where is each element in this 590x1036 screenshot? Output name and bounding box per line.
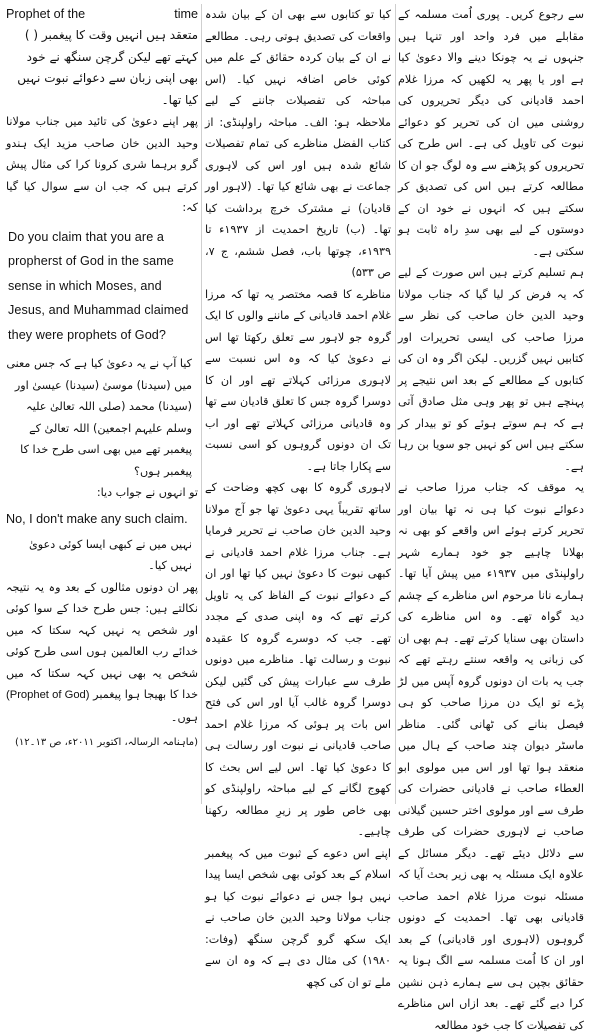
urdu-reply: نہیں میں نے کبھی ایسا کوئی دعویٰ نہیں کیا۔ [29,537,192,572]
paragraph: پھر اپنے دعویٰ کی تائید میں جناب مولانا وحید الدین خان صاحب مزید ایک ہندو گرو برہما شری کرونا کرا کی مثال پیش کرتے ہیں کہ جب ان سے سوال کیا گیا کہ: [6,115,198,214]
english-phrase: time [174,7,198,21]
right-column [398,4,584,1036]
english-phrase: (Prophet of God) [6,689,90,701]
paragraph: متعقد ہیں انہیں وقت کا پیغمبر ( ) کہتے تھے لیکن گرچن سنگھ نے خود بھی اپنی زبان سے دعوائے نبوت نہیں کیا تھا۔ [17,28,198,107]
english-quote: Do you claim that you are a propherst of God in the same sense in which Moses, and Jesus, and Muhammad claimed they were prophets of God? [8,229,189,342]
english-phrase: Prophet of the [6,7,86,21]
source-credit: (ماہنامہ الرسالہ، اکتوبر ۲۰۱۱ء، ص ۱۳۔۱۲) [14,737,198,748]
column-divider [201,4,202,804]
column-divider [395,4,396,804]
paragraph [6,577,198,729]
paragraph: اپنے اس دعوے کے ثبوت میں کہ پیغمبر اسلام کے بعد کوئی بھی شخص ایسا پیدا نہیں ہوا جس نے دعوائے نبوت کیا ہو جناب مولانا وحید الدین خان صاحب نے ایک سکھ گرو گرچن سنگھ (وفات: ۱۹۸۰) کی مثال دی ہے کہ وہ ان سے ملے تو ان کی کچھ [205,846,391,989]
urdu-quote: کیا آپ نے یہ دعویٰ کیا ہے کہ جس معنی میں (سیدنا) موسیٰ (سیدنا) عیسیٰ اور (سیدنا) محمد (صلی اللہ تعالیٰ علیہ وسلم علیہم اجمعین) اللہ تعالیٰ کے پیغمبر تھے میں بھی اسی طرح خدا کا پیغمبر ہوں؟ [6,357,192,478]
paragraph: تو انہوں نے جواب دیا: [96,486,198,499]
middle-column [205,4,391,993]
paragraph: لاہوری گروہ کا بھی کچھ وضاحت کے ساتھ تقریباً یہی دعویٰ تھا جو آج مولانا وحید الدین خان صاحب نے تحریر فرمایا ہے۔ جناب مرزا غلام احمد قادیانی نے کبھی نبوت کا دعویٰ نہیں کیا تھا اور ان کے دعوائے نبوت کے الفاظ کی یہ تاویل کرتے تھے کہ وہ اپنی صدی کے مجدد تھے۔ جب کہ دوسرے گروہ کا عقیدہ نبوت و رسالت تھا۔ مناظرے میں دونوں طرف سے عبارات پیش کی گئیں لیکن دوسرا گروہ غالب آیا اور اس کی فتح اس بات پر ہوئی کہ مرزا غلام احمد صاحب قادیانی نے نبوت اور رسالت ہی کا دعویٰ کیا تھا۔ اس لیے اس بحث کا کھوج لگانے کے لیے مباحثہ راولپنڈی کو بھی خاص طور پر زیرِ مطالعہ رکھنا چاہیے۔ [205,481,391,838]
conclusion-text: پھر ان دونوں مثالوں کے بعد وہ یہ نتیجہ نکالتے ہیں: جس طرح خدا کے سوا کوئی اور شخص یہ نہیں کہہ سکتا کہ میں خدائے رب العالمین ہوں اسی طرح کوئی شخص یہ بھی نہیں کہہ سکتا کہ میں خدا کا بھیجا ہوا پیغمبر [6,580,199,701]
paragraph: یہ موقف کہ جناب مرزا صاحب نے دعوائے نبوت کیا ہی نہ تھا بیان اور تحریر کرتے ہوئے اس واقعے کو بھی نہ بھلانا چاہیے جو خود ہمارے شہر راولپنڈی میں ۱۹۳۷ء میں پیش آیا تھا۔ ہمارے نانا مرحوم اس مناظرے کے چشم دید گواہ تھے۔ وہ اس مناظرے کی داستان بھی سنایا کرتے تھے۔ ہم بھی ان کی زبانی یہ واقعہ سنتے رہتے تھے کہ جب یہ بات ان دونوں گروہ آپس میں لڑ پڑے تو ایک دن مرزا صاحب کو ہی فیصل بنانے کی ٹھانی گئی۔ مناظر ماسٹر دیوان چند صاحب کے ہال میں منعقد ہوا تھا اور اس میں مولوی ابو العطاء صاحب نے قادیانی حضرات کی طرف سے اور مولوی اختر حسین گیلانی صاحب نے لاہوری حضرات کی طرف سے دلائل دیئے تھے۔ دیگر مسائل کے علاوہ ایک مسئلہ یہ بھی زیر بحث آیا کہ مسئلہ نبوت مرزا غلام احمد صاحب قادیانی بھی تھا۔ احمدیت کے دونوں گروہوں (لاہوری اور قادیانی) کے بعد اور ان کا اُمت مسلمہ سے الگ ہونا یہ حقائق بچپن ہی سے ہمارے ذہن نشین کرا دیے گئے تھے۔ بعد ازاں اس مناظرے کی تفصیلات کا جب خود مطالعہ [398,481,584,1032]
conclusion-end: ہوں۔ [170,710,198,724]
left-column [6,4,198,752]
english-reply: No, I don't make any such claim. [6,511,188,526]
paragraph: ہم تسلیم کرتے ہیں اس صورت کے لیے کہ یہ فرض کر لیا گیا کہ جناب مولانا وحید الدین خان صاحب کی نظر سے مرزا صاحب کی ایسی تحریرات اور کتابیں نہیں گزریں۔ لیکن اگر وہ ان کی کتابوں کے مطالعے کے بعد اس نتیجے پر پہنچے ہیں تو پھر وہی مثل صادق آتی ہے کہ ہم سوتے ہوئے کو تو بیدار کر سکتے ہیں اس کو نہیں جو سویا بن رہا ہے۔ [398,266,584,473]
heading-english [6,4,198,25]
paragraph: کیا تو کتابوں سے بھی ان کے بیان شدہ واقعات کی تصدیق ہوتی رہی۔ مطالعے نے ان کے بیان کردہ حقائق کے علم میں کوئی خاص اضافہ نہیں کیا۔ (اس مباحثہ کی تفصیلات جاننے کے لیے ملاحظہ ہو: الف۔ مباحثہ راولپنڈی: از کتاب الفضل مناظرے کی تمام تفصیلات شائع شدہ ہیں اور اس کی لاہوری جماعت نے بھی شائع کیا تھا۔ (لاہور اور قادیان) نے مشترک خرچ برداشت کیا تھا۔ (ب) تاریخ احمدیت از ۱۹۳۷ء تا ۱۹۳۹ء، چوتھا باب، فصل ششم، ج ۷، ص ۵۳۳) [205,8,391,279]
paragraph: مناظرے کا قصہ مختصر یہ تھا کہ مرزا غلام احمد قادیانی کے ماننے والوں کا ایک گروہ جو لاہور سے تعلق رکھتا تھا اس نے دعویٰ کیا کہ وہ اس نسبت سے لاہوری مرزائی کہلاتے تھے اور ان کا دوسرا گروہ جس کا تعلق قادیان سے تھا وہ قادیانی مرزائی کہلاتے تھے اور اب تک ان دونوں گروہوں کو اسی نسبت سے پکارا جاتا ہے۔ [205,287,391,473]
paragraph: سے رجوع کریں۔ پوری اُمت مسلمہ کے مقابلے میں فرد واحد اور تنہا ہیں جنہوں نے یہ چونکا دینے والا دعویٰ کیا ہے اور یا پھر یہ لکھیں کہ مرزا غلام احمد قادیانی کی دیگر تحریروں کی روشنی میں ان کی تحریر کو دعوائے نبوت کی تاویل کی ہے۔ اس طرح کی تحریروں کو پڑھنے سے وہ لوگ جو ان کا مطالعہ کرتے ہیں اس کی تصدیق کر سکتے ہیں کہ انہوں نے خود ان کے دوستوں کے لیے بھی سدِ راہ ثابت ہو سکتی ہے۔ [398,8,584,258]
